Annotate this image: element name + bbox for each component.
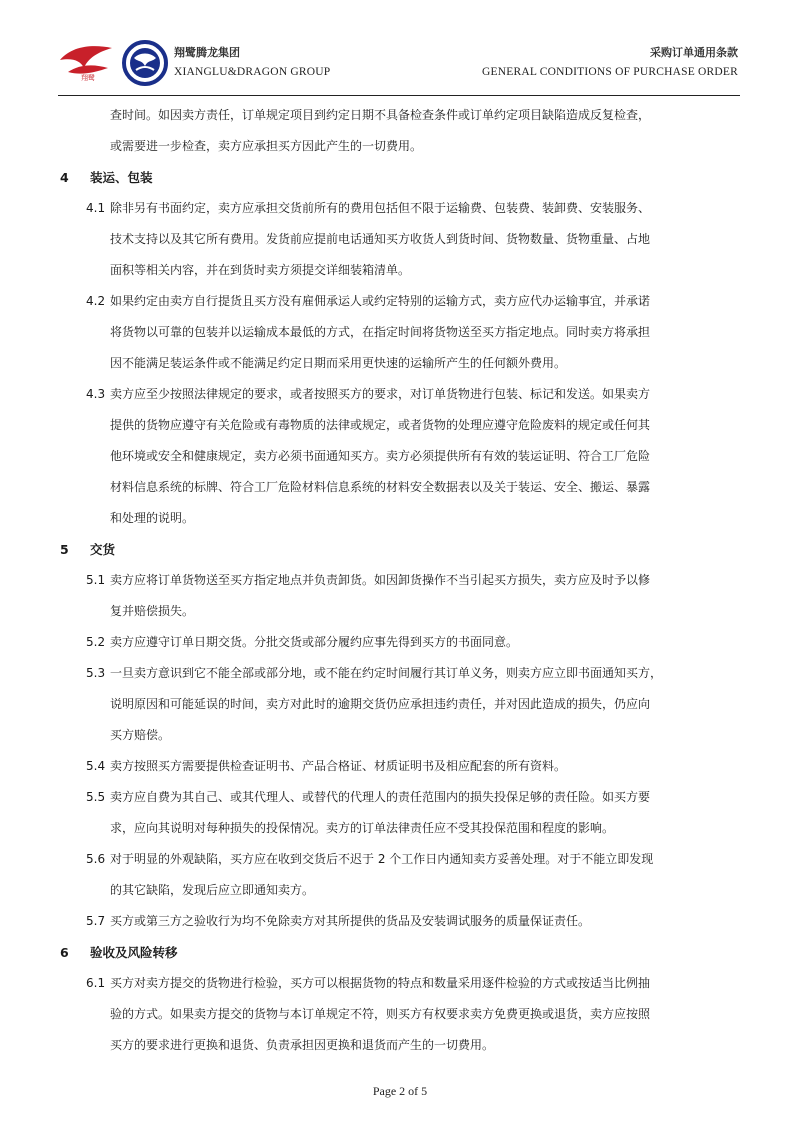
text-line: 买方的要求进行更换和退货、负责承担因更换和退货而产生的一切费用。 (110, 1038, 495, 1052)
document-body (58, 100, 742, 1061)
clause (58, 751, 742, 782)
page-number: Page 2 of 5 (372, 1084, 428, 1098)
clause (58, 844, 742, 906)
text-line: 材料信息系统的标牌、符合工厂危险材料信息系统的材料安全数据表以及关于装运、安全、搬运、暴露 (110, 480, 651, 494)
clause (58, 193, 742, 286)
xianglu-bird-logo-icon (58, 42, 114, 82)
clause-number: 5.2 (86, 635, 106, 649)
text-line: 复并赔偿损失。 (110, 604, 195, 618)
company-name-en: XIANGLU&DRAGON GROUP (174, 66, 331, 78)
section-heading (58, 937, 742, 968)
clause-number: 5.4 (86, 759, 106, 773)
text-line: 的其它缺陷，发现后应立即通知卖方。 (110, 883, 315, 897)
clause-number: 5.3 (86, 666, 106, 680)
text-line: 如果约定由卖方自行提货且买方没有雇佣承运人或约定特别的运输方式，卖方应代办运输事宜，并承诺 (110, 294, 651, 308)
text-line: 卖方应至少按照法律规定的要求，或者按照买方的要求，对订单货物进行包装、标记和发送。如果卖方 (110, 387, 651, 401)
clause (58, 782, 742, 844)
clause-number: 4.3 (86, 387, 106, 401)
clause (58, 968, 742, 1061)
document-title-en: GENERAL CONDITIONS OF PURCHASE ORDER (482, 66, 738, 78)
text-line: 对于明显的外观缺陷，买方应在收到交货后不迟于 2 个工作日内通知卖方妥善处理。对于不能立即发现 (110, 852, 654, 866)
company-name-cn: 翔鹭腾龙集团 (174, 46, 240, 59)
text-line: 卖方按照买方需要提供检查证明书、产品合格证、材质证明书及相应配套的所有资料。 (110, 759, 567, 773)
header-rule (58, 95, 740, 96)
section-number: 4 (60, 170, 69, 185)
text-line: 技术支持以及其它所有费用。发货前应提前电话通知买方收货人到货时间、货物数量、货物重量、占地 (110, 232, 651, 246)
clause (58, 565, 742, 627)
clause-number: 4.2 (86, 294, 106, 308)
clause-number: 5.6 (86, 852, 106, 866)
text-line: 买方赔偿。 (110, 728, 171, 742)
clause (58, 286, 742, 379)
section-number: 6 (60, 945, 69, 960)
svg-text:翔鹭: 翔鹭 (81, 74, 95, 82)
text-line: 面积等相关内容，并在到货时卖方须提交详细装箱清单。 (110, 263, 411, 277)
text-line: 说明原因和可能延误的时间，卖方对此时的逾期交货仍应承担违约责任，并对因此造成的损失，仍应向 (110, 697, 651, 711)
document-title-cn: 采购订单通用条款 (650, 46, 738, 59)
clause (58, 379, 742, 534)
text-line: 求，应向其说明对每种损失的投保情况。卖方的订单法律责任应不受其投保范围和程度的影响。 (110, 821, 615, 835)
section-title: 交货 (90, 542, 116, 557)
clause-number: 5.1 (86, 573, 106, 587)
text-line: 买方或第三方之验收行为均不免除卖方对其所提供的货品及安装调试服务的质量保证责任。 (110, 914, 591, 928)
section-title: 装运、包装 (90, 170, 153, 185)
text-line: 和处理的说明。 (110, 511, 195, 525)
text-line: 卖方应自费为其自己、或其代理人、或替代的代理人的责任范围内的损失投保足够的责任险。如买方要 (110, 790, 651, 804)
section-heading (58, 534, 742, 565)
text-line: 验的方式。如果卖方提交的货物与本订单规定不符，则买方有权要求卖方免费更换或退货，卖方应按照 (110, 1007, 651, 1021)
text-line: 提供的货物应遵守有关危险或有毒物质的法律或规定，或者货物的处理应遵守危险废料的规定或任何其 (110, 418, 651, 432)
text-line: 卖方应遵守订单日期交货。分批交货或部分履约应事先得到买方的书面同意。 (110, 635, 519, 649)
clause-number: 6.1 (86, 976, 106, 990)
text-line: 他环境或安全和健康规定，卖方必须书面通知买方。卖方必须提供所有有效的装运证明、符合工厂危险 (110, 449, 651, 463)
clause (58, 906, 742, 937)
text-line: 买方对卖方提交的货物进行检验，买方可以根据货物的特点和数量采用逐件检验的方式或按适当比例抽 (110, 976, 651, 990)
clause-number: 4.1 (86, 201, 106, 215)
clause (58, 658, 742, 751)
text-line: 或需要进一步检查，卖方应承担买方因此产生的一切费用。 (110, 139, 423, 153)
text-line: 查时间。如因卖方责任，订单规定项目到约定日期不具备检查条件或订单约定项目缺陷造成反复检查， (110, 108, 651, 122)
text-line: 将货物以可靠的包装并以运输成本最低的方式，在指定时间将货物送至买方指定地点。同时卖方将承担 (110, 325, 651, 339)
clause-number: 5.7 (86, 914, 106, 928)
text-line: 因不能满足装运条件或不能满足约定日期而采用更快速的运输所产生的任何额外费用。 (110, 356, 567, 370)
text-line: 除非另有书面约定，卖方应承担交货前所有的费用包括但不限于运输费、包装费、装卸费、安装服务、 (110, 201, 651, 215)
text-line: 一旦卖方意识到它不能全部或部分地，或不能在约定时间履行其订单义务，则卖方应立即书面通知买方， (110, 666, 663, 680)
clause (58, 627, 742, 658)
clause-number: 5.5 (86, 790, 106, 804)
continuation-text (58, 100, 742, 162)
dragon-group-globe-logo-icon (120, 40, 170, 86)
section-heading (58, 162, 742, 193)
section-number: 5 (60, 542, 69, 557)
text-line: 卖方应将订单货物送至买方指定地点并负责卸货。如因卸货操作不当引起买方损失，卖方应及时予以修 (110, 573, 651, 587)
section-title: 验收及风险转移 (90, 945, 178, 960)
page-header (58, 38, 738, 100)
